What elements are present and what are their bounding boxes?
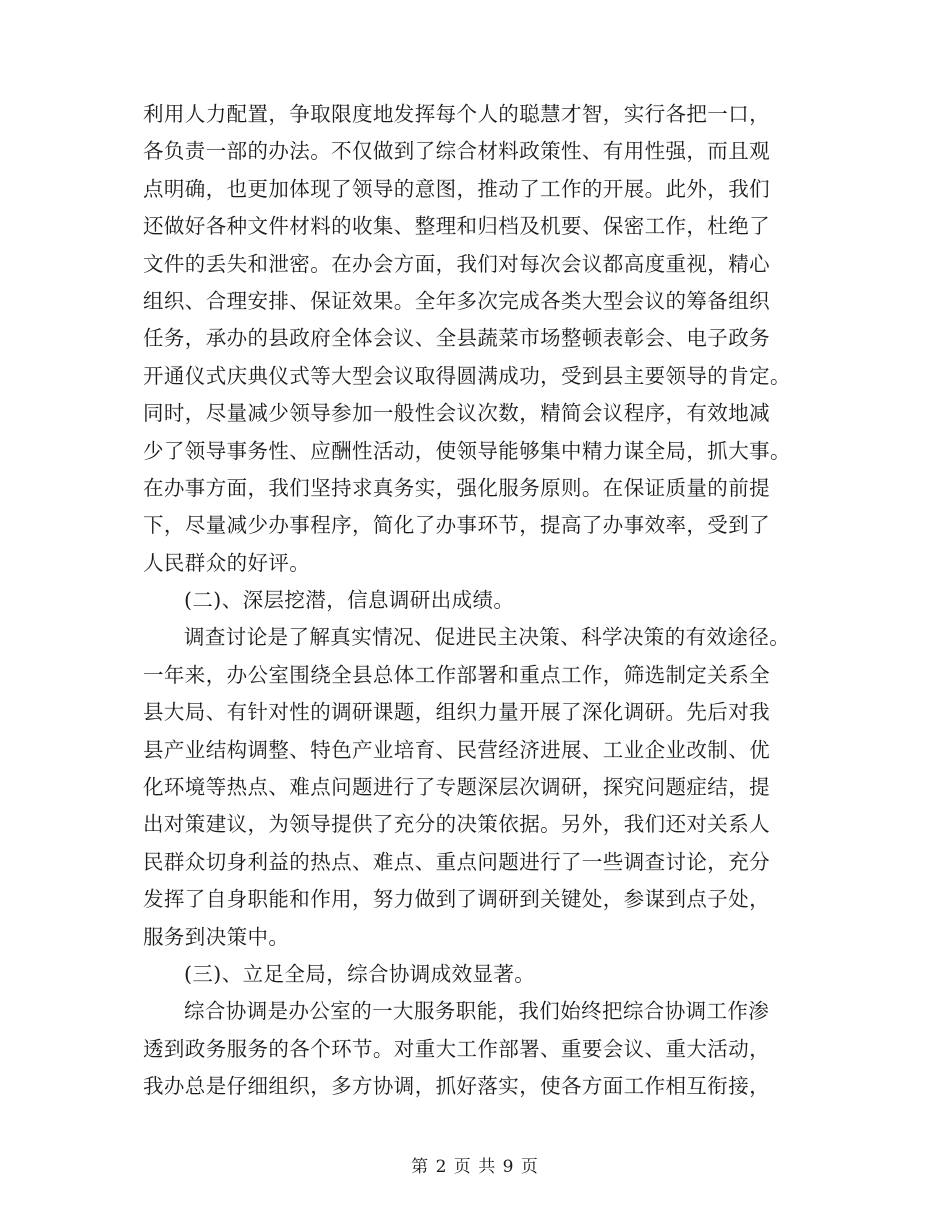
text-line: 县产业结构调整、特色产业培育、民营经济进展、工业企业改制、优 (143, 737, 770, 762)
text-line: 出对策建议，为领导提供了充分的决策依据。另外，我们还对关系人 (143, 812, 770, 837)
text-line: 我办总是仔细组织，多方协调，抓好落实，使各方面工作相互衔接， (143, 1074, 770, 1099)
text-line: 同时，尽量减少领导参加一般性会议次数，精简会议程序，有效地减 (143, 401, 770, 426)
text-line: 民群众切身利益的热点、难点、重点问题进行了一些调查讨论，充分 (143, 849, 770, 874)
text-line: 服务到决策中。 (143, 924, 290, 949)
paragraph-start-line: (二)、深层挖潜，信息调研出成绩。 (184, 588, 515, 613)
body-text (143, 96, 823, 1106)
paragraph-start-line: 综合协调是办公室的一大服务职能，我们始终把综合协调工作渗 (184, 999, 770, 1024)
text-line: 任务，承办的县政府全体会议、全县蔬菜市场整顿表彰会、电子政务 (143, 326, 770, 351)
text-line: 县大局、有针对性的调研课题，组织力量开展了深化调研。先后对我 (143, 700, 770, 725)
text-line: 在办事方面，我们坚持求真务实，强化服务原则。在保证质量的前提 (143, 475, 770, 500)
paragraph-start-line: 调查讨论是了解真实情况、促进民主决策、科学决策的有效途径。 (184, 625, 791, 650)
text-line: 发挥了自身职能和作用，努力做到了调研到关键处，参谋到点子处， (143, 887, 770, 912)
text-line: 化环境等热点、难点问题进行了专题深层次调研，探究问题症结，提 (143, 775, 770, 800)
text-line: 利用人力配置，争取限度地发挥每个人的聪慧才智，实行各把一口， (143, 102, 770, 126)
page-number: 第 2 页 共 9 页 (411, 1157, 539, 1177)
text-line: 透到政务服务的各个环节。对重大工作部署、重要会议、重大活动， (143, 1036, 770, 1061)
paragraph-start-line: (三)、立足全局，综合协调成效显著。 (184, 961, 536, 986)
text-line: 开通仪式庆典仪式等大型会议取得圆满成功，受到县主要领导的肯定。 (143, 363, 791, 388)
text-line: 文件的丢失和泄密。在办会方面，我们对每次会议都高度重视，精心 (143, 251, 770, 276)
text-line: 人民群众的好评。 (143, 550, 311, 575)
text-line: 各负责一部的办法。不仅做到了综合材料政策性、有用性强，而且观 (143, 139, 770, 164)
text-line: 组织、合理安排、保证效果。全年多次完成各类大型会议的筹备组织 (143, 288, 770, 313)
text-line: 点明确，也更加体现了领导的意图，推动了工作的开展。此外，我们 (143, 176, 770, 201)
text-line: 下，尽量减少办事程序，简化了办事环节，提高了办事效率，受到了 (143, 513, 770, 538)
text-line: 一年来，办公室围绕全县总体工作部署和重点工作，筛选制定关系全 (143, 662, 770, 687)
text-line: 少了领导事务性、应酬性活动，使领导能够集中精力谋全局，抓大事。 (143, 438, 791, 463)
text-line: 还做好各种文件材料的收集、整理和归档及机要、保密工作，杜绝了 (143, 214, 770, 239)
